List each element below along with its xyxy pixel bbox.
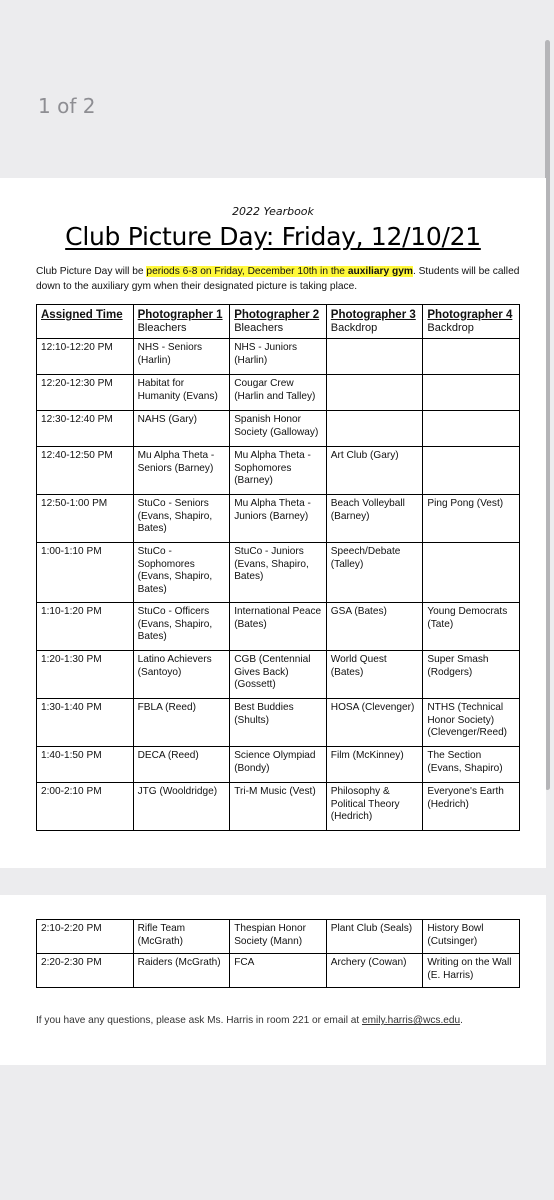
schedule-table-continued	[36, 919, 520, 988]
cell-p3: Beach Volleyball (Barney)	[326, 495, 423, 543]
header-location: Backdrop	[427, 322, 474, 334]
cell-p4: History Bowl (Cutsinger)	[423, 920, 520, 954]
table-row	[37, 783, 520, 831]
cell-time: 12:20-12:30 PM	[37, 375, 134, 411]
table-row	[37, 954, 520, 988]
cell-p2: CGB (Centennial Gives Back) (Gossett)	[230, 651, 327, 699]
cell-p1: NAHS (Gary)	[133, 411, 230, 447]
cell-p1: StuCo - Officers (Evans, Shapiro, Bates)	[133, 603, 230, 651]
table-row	[37, 375, 520, 411]
table-row	[37, 495, 520, 543]
cell-time: 1:30-1:40 PM	[37, 699, 134, 747]
schedule-header-row	[37, 305, 520, 339]
cell-p4: Writing on the Wall (E. Harris)	[423, 954, 520, 988]
header-assigned-time	[37, 305, 134, 339]
page-counter: 1 of 2	[38, 94, 96, 118]
cell-p1: Latino Achievers (Santoyo)	[133, 651, 230, 699]
cell-p3	[326, 375, 423, 411]
header-photographer-2	[230, 305, 327, 339]
cell-p2: Thespian Honor Society (Mann)	[230, 920, 327, 954]
table-row	[37, 543, 520, 603]
schedule-table	[36, 304, 520, 831]
cell-p2: Mu Alpha Theta - Juniors (Barney)	[230, 495, 327, 543]
cell-p2: Mu Alpha Theta - Sophomores (Barney)	[230, 447, 327, 495]
cell-p2: StuCo - Juniors (Evans, Shapiro, Bates)	[230, 543, 327, 603]
cell-p3	[326, 339, 423, 375]
schedule-body-continued	[37, 920, 520, 988]
cell-p3: World Quest (Bates)	[326, 651, 423, 699]
cell-p3: Speech/Debate (Talley)	[326, 543, 423, 603]
intro-text-end: . Students will be called down to the auxiliary gym when their designated picture is taking place.	[36, 266, 520, 292]
cell-time: 1:10-1:20 PM	[37, 603, 134, 651]
intro-text: Club Picture Day will be	[36, 266, 147, 277]
document-page-2	[0, 895, 546, 1065]
cell-p1: Habitat for Humanity (Evans)	[133, 375, 230, 411]
document-title: Club Picture Day: Friday, 12/10/21	[65, 222, 481, 251]
footer-text: If you have any questions, please ask Ms. Harris in room 221 or email at	[36, 1015, 362, 1026]
table-row	[37, 699, 520, 747]
cell-p1: Mu Alpha Theta - Seniors (Barney)	[133, 447, 230, 495]
cell-p4	[423, 339, 520, 375]
cell-p2: Tri-M Music (Vest)	[230, 783, 327, 831]
email-link[interactable]: emily.harris@wcs.edu	[361, 1015, 461, 1026]
cell-time: 1:40-1:50 PM	[37, 747, 134, 783]
cell-p2: NHS - Juniors (Harlin)	[230, 339, 327, 375]
cell-p1: Raiders (McGrath)	[133, 954, 230, 988]
cell-p3: Film (McKinney)	[326, 747, 423, 783]
cell-p4: Everyone's Earth (Hedrich)	[423, 783, 520, 831]
cell-p3: HOSA (Clevenger)	[326, 699, 423, 747]
header-label: Assigned Time	[41, 309, 123, 321]
table-row	[37, 651, 520, 699]
cell-time: 1:00-1:10 PM	[37, 543, 134, 603]
cell-time: 12:30-12:40 PM	[37, 411, 134, 447]
cell-p1: StuCo - Seniors (Evans, Shapiro, Bates)	[133, 495, 230, 543]
header-photographer-4	[423, 305, 520, 339]
cell-p1: DECA (Reed)	[133, 747, 230, 783]
header-label: Photographer 2	[234, 309, 320, 321]
cell-p3: Art Club (Gary)	[326, 447, 423, 495]
cell-p2: International Peace (Bates)	[230, 603, 327, 651]
cell-p2: Cougar Crew (Harlin and Talley)	[230, 375, 327, 411]
cell-p2: Best Buddies (Shults)	[230, 699, 327, 747]
cell-time: 2:00-2:10 PM	[37, 783, 134, 831]
cell-p4: NTHS (Technical Honor Society) (Clevenger/Reed)	[423, 699, 520, 747]
yearbook-label: 2022 Yearbook	[232, 205, 314, 218]
header-location: Backdrop	[330, 322, 378, 334]
header-location: Bleachers	[137, 322, 187, 334]
footer-note	[36, 1015, 516, 1026]
table-row	[37, 747, 520, 783]
cell-time: 2:10-2:20 PM	[37, 920, 134, 954]
cell-p3: Philosophy & Political Theory (Hedrich)	[326, 783, 423, 831]
cell-time: 12:40-12:50 PM	[37, 447, 134, 495]
header-location: Bleachers	[234, 322, 284, 334]
cell-p4: The Section (Evans, Shapiro)	[423, 747, 520, 783]
cell-p3: Plant Club (Seals)	[326, 920, 423, 954]
cell-p3	[326, 411, 423, 447]
cell-time: 12:10-12:20 PM	[37, 339, 134, 375]
cell-p3: GSA (Bates)	[326, 603, 423, 651]
header-label: Photographer 1	[137, 309, 223, 321]
cell-p2: Science Olympiad (Bondy)	[230, 747, 327, 783]
cell-p1: FBLA (Reed)	[133, 699, 230, 747]
document-page-1	[0, 178, 546, 868]
intro-highlight: periods 6-8 on Friday, December 10th in the	[146, 266, 348, 277]
cell-time: 2:20-2:30 PM	[37, 954, 134, 988]
cell-p4	[423, 411, 520, 447]
cell-p4	[423, 375, 520, 411]
intro-paragraph	[36, 264, 522, 294]
cell-p1: NHS - Seniors (Harlin)	[133, 339, 230, 375]
cell-p4	[423, 447, 520, 495]
table-row	[37, 447, 520, 495]
footer-end: .	[460, 1015, 463, 1026]
cell-p4: Ping Pong (Vest)	[423, 495, 520, 543]
cell-p4: Young Democrats (Tate)	[423, 603, 520, 651]
header-label: Photographer 3	[330, 309, 416, 321]
cell-time: 1:20-1:30 PM	[37, 651, 134, 699]
header-photographer-1	[133, 305, 230, 339]
schedule-body	[37, 339, 520, 831]
intro-highlight-location: auxiliary gym	[347, 266, 413, 277]
table-row	[37, 411, 520, 447]
table-row	[37, 339, 520, 375]
table-row	[37, 603, 520, 651]
cell-p4: Super Smash (Rodgers)	[423, 651, 520, 699]
cell-p3: Archery (Cowan)	[326, 954, 423, 988]
cell-p4	[423, 543, 520, 603]
header-photographer-3	[326, 305, 423, 339]
table-row	[37, 920, 520, 954]
cell-p1: StuCo - Sophomores (Evans, Shapiro, Bates)	[133, 543, 230, 603]
header-label: Photographer 4	[427, 309, 513, 321]
cell-p1: JTG (Wooldridge)	[133, 783, 230, 831]
cell-p2: Spanish Honor Society (Galloway)	[230, 411, 327, 447]
cell-time: 12:50-1:00 PM	[37, 495, 134, 543]
cell-p2: FCA	[230, 954, 327, 988]
cell-p1: Rifle Team (McGrath)	[133, 920, 230, 954]
